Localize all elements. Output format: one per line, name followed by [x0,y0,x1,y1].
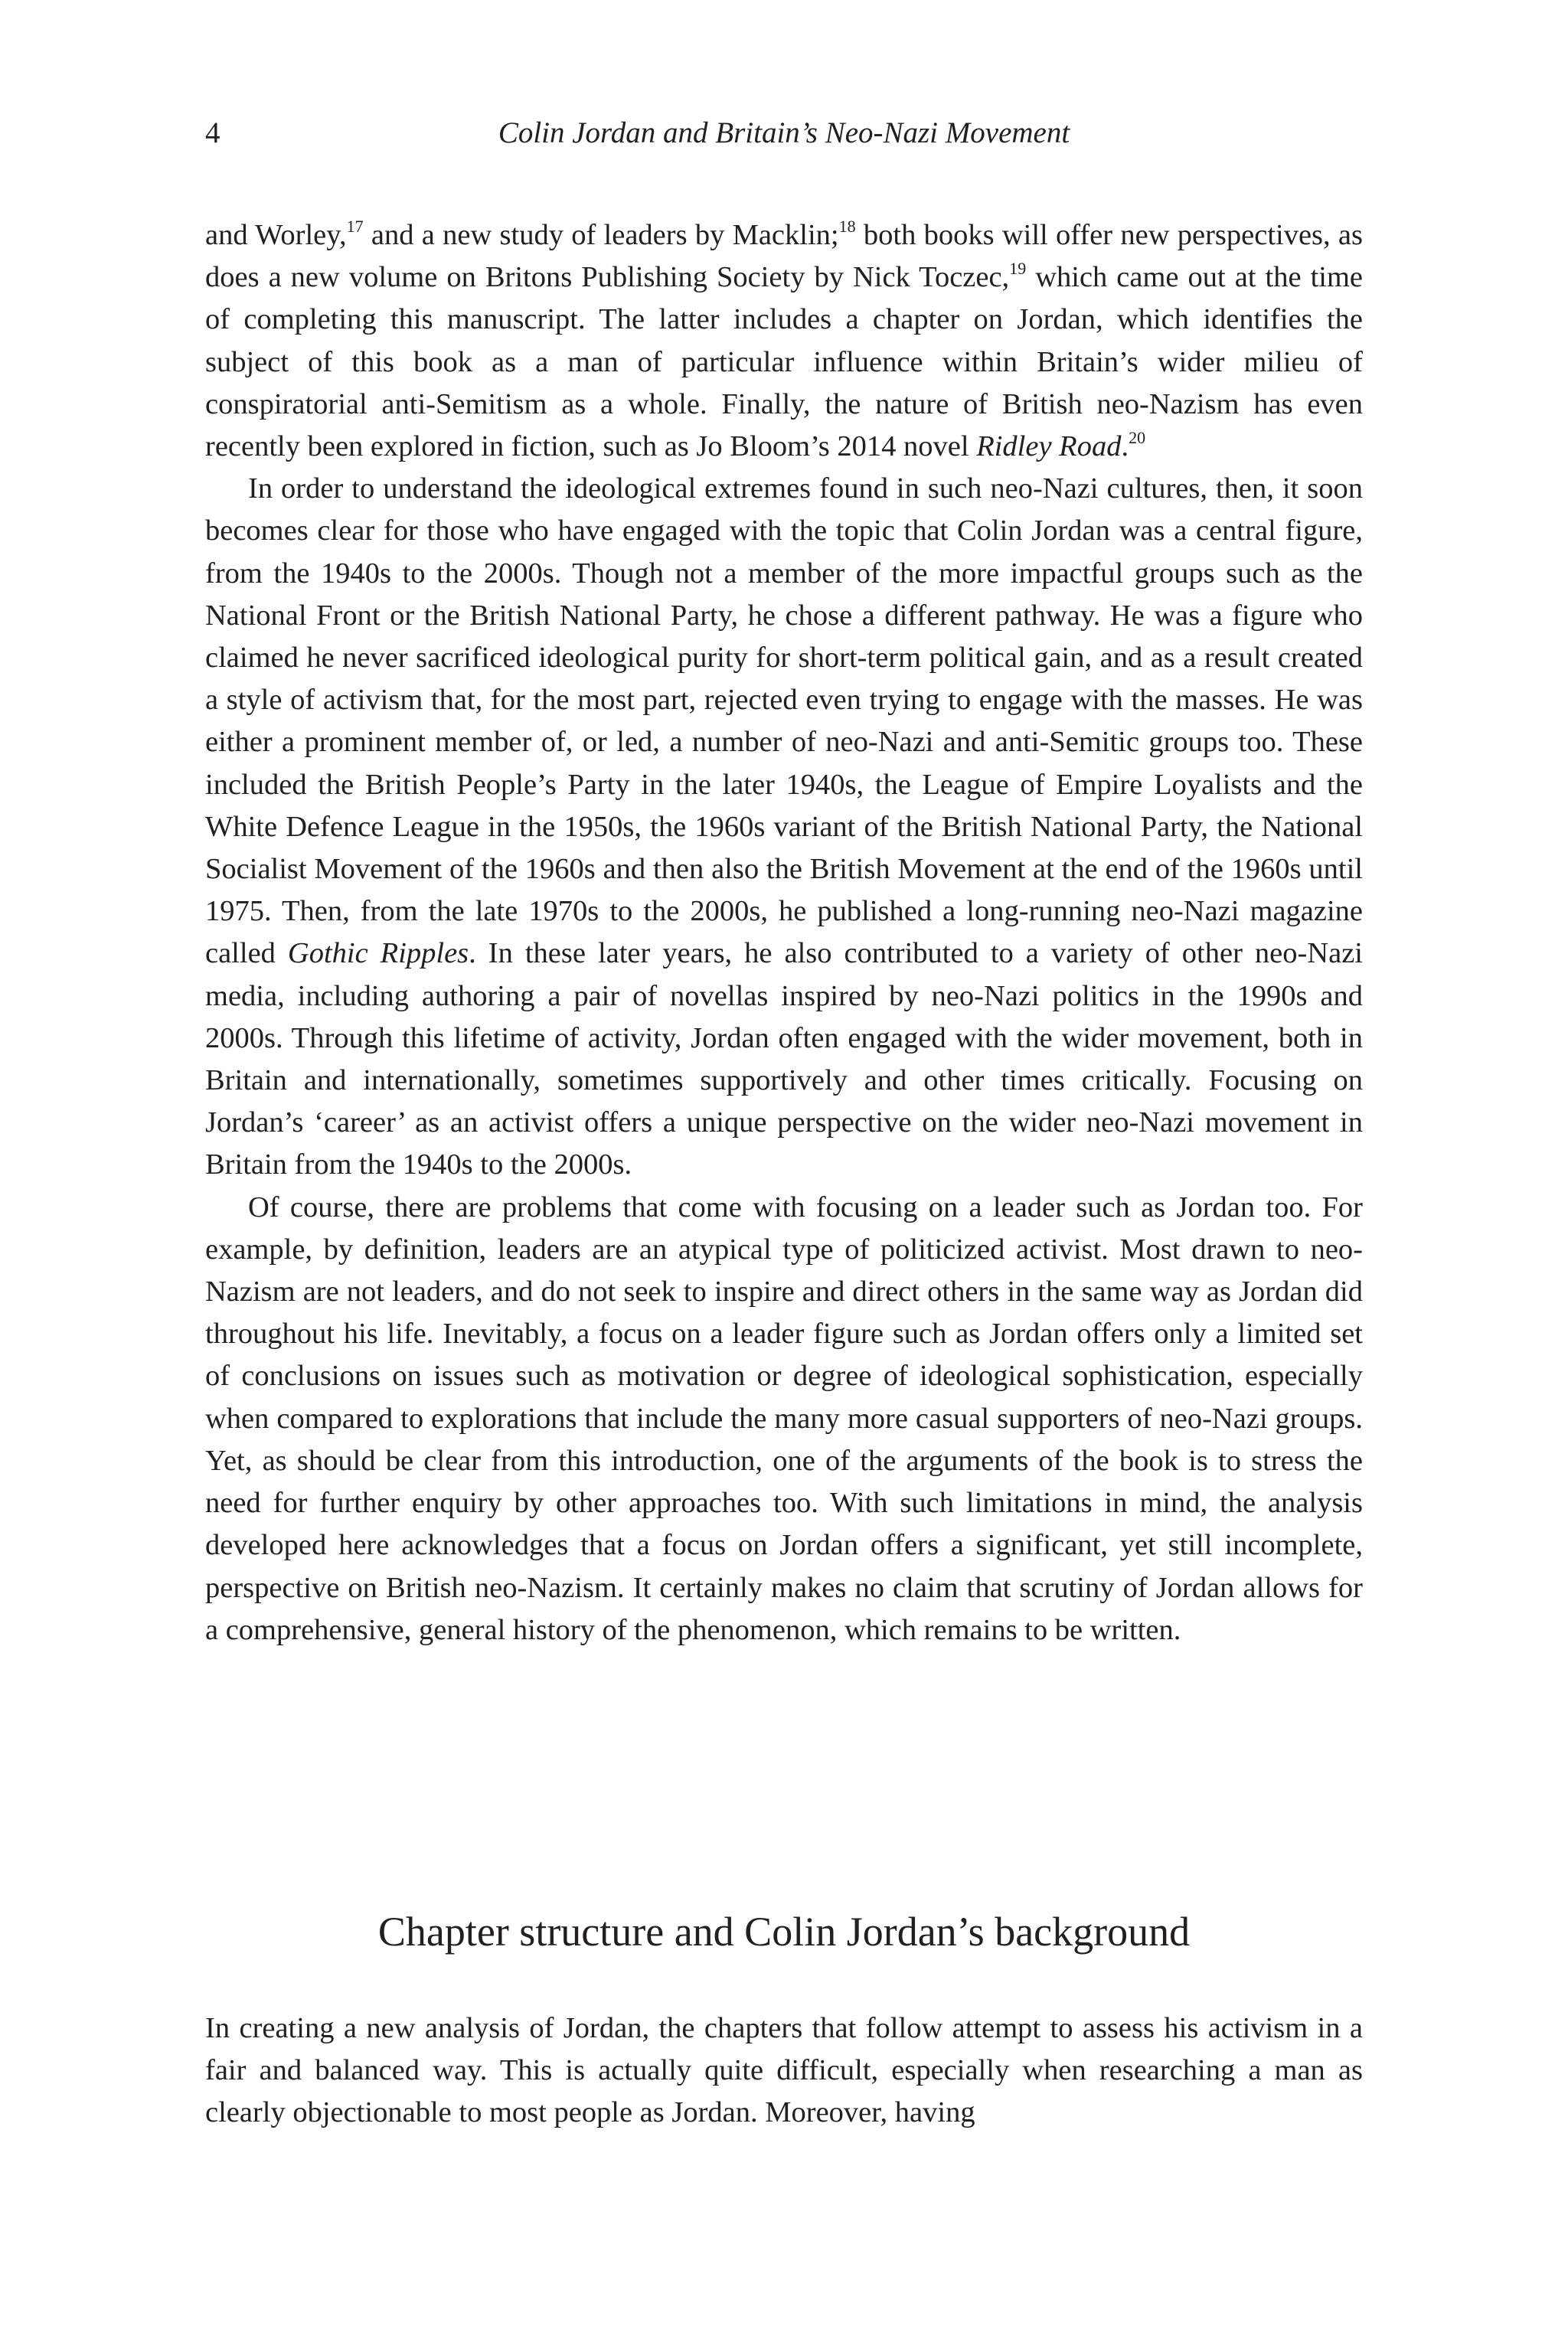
main-text [205,214,1363,1651]
section-text [205,2007,1363,2135]
running-title: Colin Jordan and Britain’s Neo-Nazi Movement [498,116,1070,149]
running-head [205,112,1363,155]
paragraph-3: Of course, there are problems that come with focusing on a leader such as Jordan too. For example, by definition, leaders are an atypical type of politicized activist. Most drawn to neo-Nazism are not leaders, and do not seek to inspire and direct others in the same way as Jordan did throughout his life. Inevitably, a focus on a leader figure such as Jordan offers only a limited set of conclusions on issues such as motivation or degree of ideological sophistication, especially when compared to explorations that include the many more casual supporters of neo-Nazi groups. Yet, as should be clear from this introduction, one of the arguments of the book is to stress the need for further enquiry by other approaches too. With such limitations in mind, the analysis developed here acknowledges that a focus on Jordan offers a significant, yet still incomplete, perspective on British neo-Nazism. It certainly makes no claim that scrutiny of Jordan allows for a comprehensive, general history of the phenomenon, which remains to be written. [205,1191,1363,1646]
footnote-ref-18[interactable]: 18 [838,217,856,236]
footnote-ref-20[interactable]: 20 [1129,428,1146,448]
page-number: 4 [205,116,220,149]
paragraph-4: In creating a new analysis of Jordan, the chapters that follow attempt to assess his activism in a fair and balanced way. This is actually quite difficult, especially when researching a man as clearly objectionable to most people as Jordan. Moreover, having [205,2012,1363,2129]
section-heading: Chapter structure and Colin Jordan’s background [377,1909,1191,1955]
book-title-ridley-road: Ridley Road [976,430,1122,463]
footnote-ref-19[interactable]: 19 [1009,259,1027,279]
paragraph-1: and Worley,$^{17}$ and a new study of leaders by Macklin;$^{18}$ both books will offer new perspectives, as does a new volume on Britons Publishing Society by Nick Toczec,$^{19}$ which came out at the time of completing this manuscript. The latter includes a chapter on Jordan, which identifies the subject of this book as a man of particular influence within Britain’s wider milieu of conspiratorial anti-Semitism as a whole. Finally, the nature of British neo-Nazism has even recently been explored in fiction, such as Jo Bloom’s 2014 novel Ridley Road.$^{20}$ [205,217,1364,463]
footnote-ref-17[interactable]: 17 [346,217,364,236]
magazine-title-gothic-ripples: Gothic Ripples [287,937,469,970]
paragraph-2: In order to understand the ideological extremes found in such neo-Nazi cultures, then, it soon becomes clear for those who have engaged with the topic that Colin Jordan was a central figure, from the 1940s to the 2000s. Though not a member of the more impactful groups such as the National Front or the British National Party, he chose a different pathway. He was a figure who claimed he never sacrificed ideological purity for short-term political gain, and as a result created a style of activism that, for the most part, rejected even trying to engage with the masses. He was either a prominent member of, or led, a number of neo-Nazi and anti-Semitic groups too. These included the British People’s Party in the later 1940s, the League of Empire Loyalists and the White Defence League in the 1950s, the 1960s variant of the British National Party, the National Socialist Movement of the 1960s and then also the British Movement at the end of the 1960s until 1975. Then, from the late 1970s to the 2000s, he published a long-running neo-Nazi magazine called Gothic Ripples. In these later years, he also contributed to a variety of other neo-Nazi media, including authoring a pair of novellas inspired by neo-Nazi politics in the 1990s and 2000s. Through this lifetime of activity, Jordan often engaged with the wider movement, both in Britain and internationally, sometimes supportively and other times critically. Focusing on Jordan’s ‘career’ as an activist offers a unique perspective on the wider neo-Nazi movement in Britain from the 1940s to the 2000s. [205,472,1363,1181]
